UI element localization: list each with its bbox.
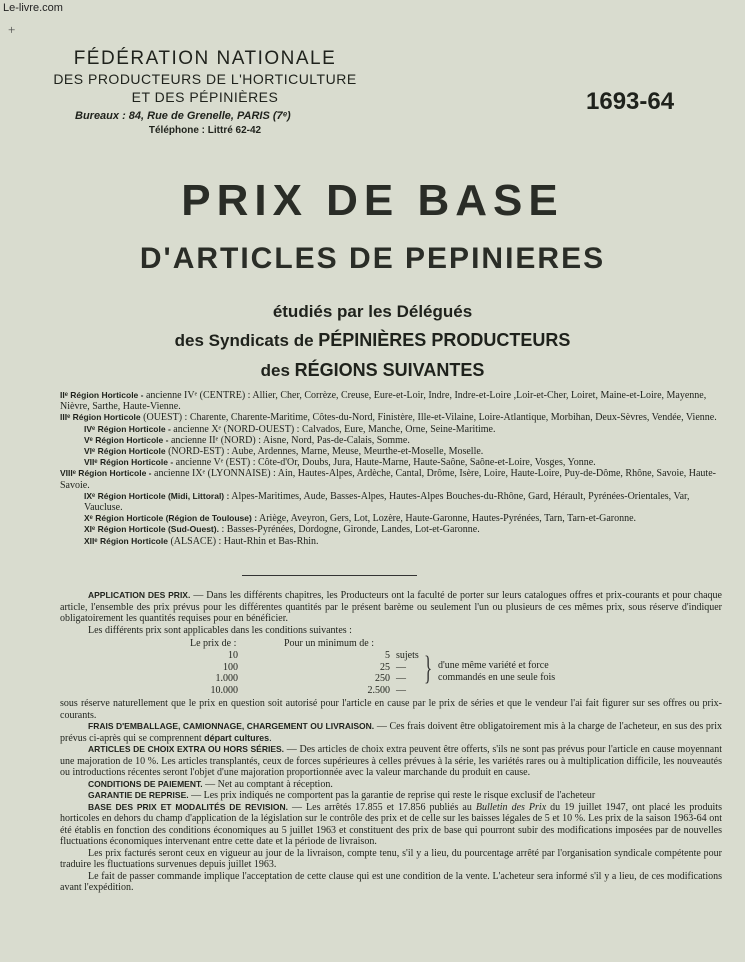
- region-item: [60, 536, 722, 547]
- price-row: [190, 662, 440, 674]
- base-text-b: Bulletin des Prix: [475, 801, 547, 813]
- frais-text-b: départ cultures: [204, 732, 270, 743]
- region-departments: ancienne IIᵉ (NORD) : Aisne, Nord, Pas-de-Calais, Somme.: [168, 434, 410, 446]
- price-table: [60, 638, 722, 696]
- main-title: PRIX DE BASE: [181, 176, 564, 225]
- articles-heading: ARTICLES DE CHOIX EXTRA OU HORS SÉRIES.: [88, 744, 285, 754]
- application-paragraph: [60, 590, 722, 625]
- region-item: [60, 390, 722, 412]
- region-heading: IXᵉ Région Horticole (Midi, Littoral) :: [84, 490, 230, 501]
- document-reference: 1693-64: [586, 88, 675, 115]
- garantie-paragraph: [60, 790, 722, 802]
- region-departments: (NORD-EST) : Aube, Ardennes, Marne, Meuse, Meurthe-et-Moselle, Moselle.: [165, 446, 484, 458]
- application-text: — Dans les différents chapitres, les Producteurs ont la faculté de porter sur leurs catalogues offres et prix-courants et pour chaque article, l'ensemble des prix prévus pour les différentes quantités par le présent barème ou seulement l'un ou plusieurs de ces mêmes prix, sous réserve d'indiquer obligatoirement les quantités requises pour en bénéficier.: [60, 590, 722, 624]
- garantie-heading: GARANTIE DE REPRISE.: [88, 790, 189, 800]
- base-heading: BASE DES PRIX ET MODALITÉS DE REVISION.: [88, 801, 288, 812]
- subtitle-line3: [0, 360, 745, 381]
- table-note-2: commandés en une seule fois: [438, 672, 556, 683]
- minimum-quantity: 250: [375, 673, 390, 684]
- region-item: [60, 524, 722, 535]
- minimum-quantity: 5: [385, 650, 390, 661]
- org-name-line1: FÉDÉRATION NATIONALE: [73, 48, 337, 69]
- divider: [242, 575, 417, 576]
- frais-text-a: — Ces frais doivent être obligatoirement mis à la charge de l'acheteur, en sus des prix prévus ci-après qui se comprennent: [60, 721, 722, 744]
- main-subtitle: D'ARTICLES DE PEPINIERES: [139, 242, 606, 275]
- quantity-unit: sujets: [396, 650, 419, 661]
- conditions-heading: CONDITIONS DE PAIEMENT.: [88, 778, 203, 789]
- region-departments: Ariège, Aveyron, Gers, Lot, Lozère, Haute-Garonne, Hautes-Pyrénées, Tarn, Tarn-et-Garonne.: [257, 513, 637, 525]
- region-item: [60, 435, 722, 446]
- subtitle-text-3a: des: [260, 361, 295, 380]
- regions-list: [60, 390, 722, 547]
- watermark: Le-livre.com: [3, 2, 63, 14]
- frais-text-c: .: [269, 732, 272, 744]
- region-departments: (ALSACE) : Haut-Rhin et Bas-Rhin.: [167, 535, 319, 547]
- conditions-text: — Net au comptant à réception.: [202, 778, 333, 790]
- region-item: [60, 446, 722, 457]
- base-paragraph: [60, 802, 722, 848]
- region-heading: XIᵉ Région Horticole (Sud-Ouest).: [84, 524, 219, 535]
- region-heading: VIᵉ Région Horticole: [84, 446, 166, 457]
- price-column-header: Le prix de :: [190, 638, 237, 649]
- garantie-text: — Les prix indiqués ne comportent pas la garantie de reprise qui reste le risque exclusif de l'acheteur: [188, 790, 596, 801]
- region-heading: IIIᵉ Région Horticole: [60, 412, 141, 423]
- price-value: 1.000: [215, 673, 238, 684]
- quantity-unit: —: [396, 661, 406, 673]
- base-text-c: du 19 juillet 1947, ont placé les produits horticoles en dehors du champ d'application de la législation sur le contrôle des prix et de celle sur les baisses légales de 5 et 10 %. Les prix de la saison 1963-64 ont été établis en fonction des conditions économiques au 5 juillet 1963 et constituent des prix de base qui pourront subir des modifications imposées par de nouvelles fluctuations économiques intervenant entre cette date et la période de livraison.: [60, 801, 722, 847]
- region-heading: Xᵉ Région Horticole (Région de Toulouse) :: [84, 513, 258, 524]
- subtitle-text-3b: RÉGIONS SUIVANTES: [294, 360, 485, 380]
- org-phone: Téléphone : Littré 62-42: [148, 125, 262, 136]
- org-name-line3: ET DES PÉPINIÈRES: [131, 89, 279, 105]
- quantity-unit: —: [396, 684, 406, 696]
- articles-text: — Des articles de choix extra peuvent être offerts, s'ils ne sont pas prévus pour l'article en cause moyennant une majoration de 10 %. Les articles transplantés, ceux de forces supérieures à celles prévues à la série, les variétés rares ou à multiplication difficile, les nouveautés ou introductions récentes seront l'objet d'une majoration proportionnée avec la valeur marchande du produit en cause.: [60, 744, 722, 778]
- price-value: 10.000: [210, 684, 238, 696]
- brace-symbol: }: [424, 650, 433, 687]
- conditions-paragraph: [60, 779, 722, 791]
- region-departments: ancienne Vᵉ (EST) : Côte-d'Or, Doubs, Jura, Haute-Marne, Haute-Saône, Saône-et-Loire, Vosges, Yonne.: [173, 457, 596, 469]
- region-departments: ancienne Xᵉ (NORD-OUEST) : Calvados, Eure, Manche, Orne, Seine-Maritime.: [170, 423, 496, 435]
- price-value: 10: [228, 650, 238, 661]
- organization-header: [40, 48, 370, 138]
- region-item: [60, 468, 722, 490]
- price-value: 100: [223, 661, 238, 673]
- subtitle-line2: [0, 330, 745, 351]
- conditions-body: [60, 590, 722, 894]
- region-heading: VIIᵉ Région Horticole -: [84, 457, 174, 468]
- frais-paragraph: [60, 721, 722, 744]
- region-departments: ancienne IXᵉ (LYONNAISE) : Ain, Hautes-Alpes, Ardèche, Cantal, Drôme, Isère, Loire, Haute-Loire, Puy-de-Dôme, Rhône, Savoie, Haute-Savoie.: [60, 468, 716, 491]
- application-after: sous réserve naturellement que le prix en question soit autorisé pour l'article en cause par le prix de séries et que le vendeur l'ai fait figurer sur ses offres ou prix-courants.: [60, 698, 722, 721]
- region-heading: Vᵉ Région Horticole -: [84, 434, 169, 445]
- region-item: [60, 424, 722, 435]
- region-departments: : Basses-Pyrénées, Dordogne, Gironde, Landes, Lot-et-Garonne.: [218, 524, 480, 536]
- subtitle-text-2b: PÉPINIÈRES PRODUCTEURS: [318, 330, 571, 350]
- factures-paragraph: Les prix facturés seront ceux en vigueur au jour de la livraison, compte tenu, s'il y a lieu, du pourcentage arrêté par l'organisation syndicale compétente pour traduire les fluctuations survenues depuis juillet 1963.: [60, 847, 722, 870]
- region-heading: IVᵉ Région Horticole -: [84, 423, 171, 434]
- quantity-unit: —: [396, 673, 406, 684]
- minimum-column-header: Pour un minimum de :: [284, 638, 374, 649]
- articles-paragraph: [60, 744, 722, 779]
- region-item: [60, 513, 722, 524]
- region-departments: Alpes-Maritimes, Aude, Basses-Alpes, Hautes-Alpes Bouches-du-Rhône, Gard, Hérault, Pyrénées-Orientales, Var, Vaucluse.: [84, 490, 690, 514]
- application-heading: APPLICATION DES PRIX.: [88, 590, 191, 600]
- table-note-1: d'une même variété et force: [438, 660, 549, 671]
- subtitle-text-1: étudiés par les Délégués: [272, 302, 473, 321]
- region-heading: VIIIᵉ Région Horticole -: [60, 468, 152, 479]
- price-row: [190, 650, 440, 662]
- region-item: [60, 491, 722, 513]
- frais-heading: FRAIS D'EMBALLAGE, CAMIONNAGE, CHARGEMENT OU LIVRAISON.: [88, 721, 375, 731]
- minimum-quantity: 2.500: [367, 684, 390, 696]
- region-item: [60, 412, 722, 423]
- region-heading: IIᵉ Région Horticole -: [60, 390, 144, 400]
- price-row: [190, 673, 440, 685]
- region-item: [60, 457, 722, 468]
- subtitle-text-2a: des Syndicats de: [174, 331, 319, 350]
- region-departments: ancienne IVᵉ (CENTRE) : Allier, Cher, Corrèze, Creuse, Eure-et-Loir, Indre, Indre-et-Loire ,Loir-et-Cher, Loiret, Maine-et-Loire, Mayenne, Nièvre, Sarthe, Haute-Vienne.: [60, 390, 707, 413]
- commande-paragraph: Le fait de passer commande implique l'acceptation de cette clause qui est une condition de la vente. L'acheteur sera informé s'il y a lieu, de ces modifications avant l'expédition.: [60, 870, 722, 893]
- org-name-line2: DES PRODUCTEURS DE L'HORTICULTURE: [53, 71, 357, 87]
- org-address: Bureaux : 84, Rue de Grenelle, PARIS (7ᵉ): [75, 110, 291, 122]
- region-heading: XIIᵉ Région Horticole: [84, 535, 168, 546]
- application-intro: Les différents prix sont applicables dans les conditions suivantes :: [88, 624, 352, 636]
- price-row: [190, 685, 440, 697]
- base-text-a: — Les arrêtés 17.855 et 17.856 publiés au: [287, 801, 476, 813]
- corner-mark: +: [8, 22, 16, 37]
- subtitle-line1: [0, 302, 745, 322]
- region-departments: (OUEST) : Charente, Charente-Maritime, Côtes-du-Nord, Finistère, Ille-et-Vilaine, Loire-Atlantique, Morbihan, Deux-Sèvres, Vendée, Vienne.: [140, 412, 717, 424]
- minimum-quantity: 25: [380, 661, 390, 673]
